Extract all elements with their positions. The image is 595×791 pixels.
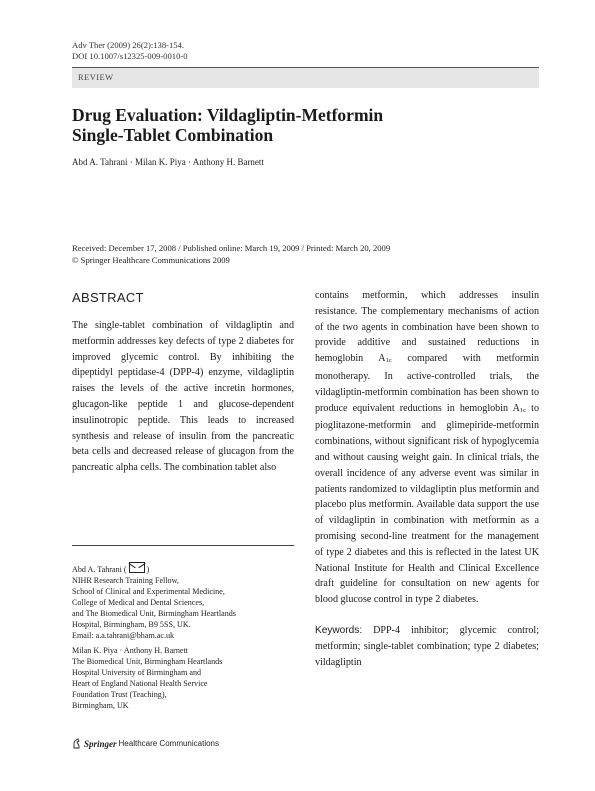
- abstract-text-part-1: contains metformin, which addresses insulin resistance. The complementary mechanisms of action of the two agents in combination have been shown to provide additive and sustained reductions in hemoglobin A: [315, 290, 539, 365]
- paren-open: (: [123, 565, 127, 574]
- publisher-division: Healthcare Communications: [118, 739, 220, 748]
- article-title: [72, 105, 539, 145]
- abstract-heading: ABSTRACT: [72, 290, 144, 305]
- copyright-line: © Springer Healthcare Communications 2009: [72, 254, 230, 265]
- publisher-footer: [72, 738, 219, 749]
- coauthor-names: Milan K. Piya · Anthony H. Barnett: [72, 646, 188, 655]
- section-label-bar: [72, 68, 539, 88]
- article-title-line-1: Drug Evaluation: Vildagliptin-Metformin: [72, 105, 384, 125]
- subscript-1c: 1c: [385, 357, 392, 365]
- abstract-text-part-2: compared with metformin monotherapy. In active-controlled trials, the vildagliptin-metformin combination has been shown to produce equivalent reductions in hemoglobin A: [315, 353, 539, 414]
- corresponding-author-name: Abd A. Tahrani: [72, 565, 122, 574]
- dates-line: Received: December 17, 2008 / Published online: March 19, 2009 / Printed: March 20, 2009: [72, 243, 391, 253]
- affiliation-line: NIHR Research Training Fellow,: [72, 576, 179, 585]
- subscript-1c: 1c: [519, 406, 527, 414]
- affiliation-line: Heart of England National Health Service: [72, 679, 208, 688]
- abstract-paragraph-right: [315, 288, 539, 608]
- affiliation-line: College of Medical and Dental Sciences,: [72, 598, 205, 607]
- article-title-line-2: Single-Tablet Combination: [72, 125, 274, 145]
- journal-doi: DOI 10.1007/s12325-009-0010-0: [72, 51, 188, 61]
- abstract-right-column: [315, 288, 539, 670]
- paren-close: ): [146, 565, 150, 574]
- publication-dates: [72, 243, 390, 266]
- affiliation-corresponding: [72, 562, 294, 641]
- keywords: [315, 623, 539, 670]
- corresponding-author-line: [72, 562, 294, 575]
- affiliation-line: School of Clinical and Experimental Medicine,: [72, 587, 225, 596]
- keywords-text: DPP-4 inhibitor; glycemic control; metformin; single-tablet combination; type 2 diabetes; vildagliptin: [315, 624, 539, 668]
- affiliation-line: Foundation Trust (Teaching),: [72, 690, 167, 699]
- affiliation-email: Email: a.a.tahrani@bham.ac.uk: [72, 631, 175, 640]
- affiliation-coauthors: [72, 645, 294, 711]
- journal-citation-block: [72, 40, 188, 62]
- footnote-divider: [72, 545, 294, 546]
- affiliation-line: and The Biomedical Unit, Birmingham Heartlands: [72, 609, 236, 618]
- author-list: Abd A. Tahrani · Milan K. Piya · Anthony H. Barnett: [72, 157, 264, 167]
- springer-horse-icon: [72, 738, 81, 749]
- affiliation-line: Birmingham, UK: [72, 701, 129, 710]
- journal-citation: Adv Ther (2009) 26(2):138-154.: [72, 40, 185, 50]
- keywords-label: Keywords:: [315, 624, 363, 636]
- envelope-icon: [129, 562, 145, 573]
- affiliation-line: Hospital, Birmingham, B9 5SS, UK.: [72, 620, 191, 629]
- affiliation-line: The Biomedical Unit, Birmingham Heartlands: [72, 657, 223, 666]
- abstract-paragraph-left: The single-tablet combination of vildagliptin and metformin addresses key defects of type 2 diabetes for improved glycemic control. By inhibiting the dipeptidyl peptidase-4 (DPP-4) enzyme, vildagliptin raises the levels of the active incretin hormones, glucagon-like peptide 1 and glucose-dependent insulinotropic peptide. This leads to increased synthesis and release of insulin from the pancreatic beta cells and decreased release of glucagon from the pancreatic alpha cells. The combination tablet also: [72, 320, 294, 474]
- section-label: REVIEW: [78, 73, 114, 82]
- abstract-text-part-3: to pioglitazone-metformin and glimepiride-metformin combinations, without significant risk of hypoglycemia and without causing weight gain. In clinical trials, the overall incidence of any adverse event was similar in patients randomized to vildagliptin plus metformin and placebo plus metformin. Available data support the use of vildagliptin in combination with metformin as a promising second-line treatment for the management of type 2 diabetes and this is reflected in the latest UK National Institute for Health and Clinical Excellence draft guideline for consultation on new agents for blood glucose control in type 2 diabetes.: [315, 402, 539, 606]
- affiliation-line: Hospital University of Birmingham and: [72, 668, 202, 677]
- publisher-brand: Springer: [84, 738, 117, 749]
- abstract-left-column: [72, 318, 294, 476]
